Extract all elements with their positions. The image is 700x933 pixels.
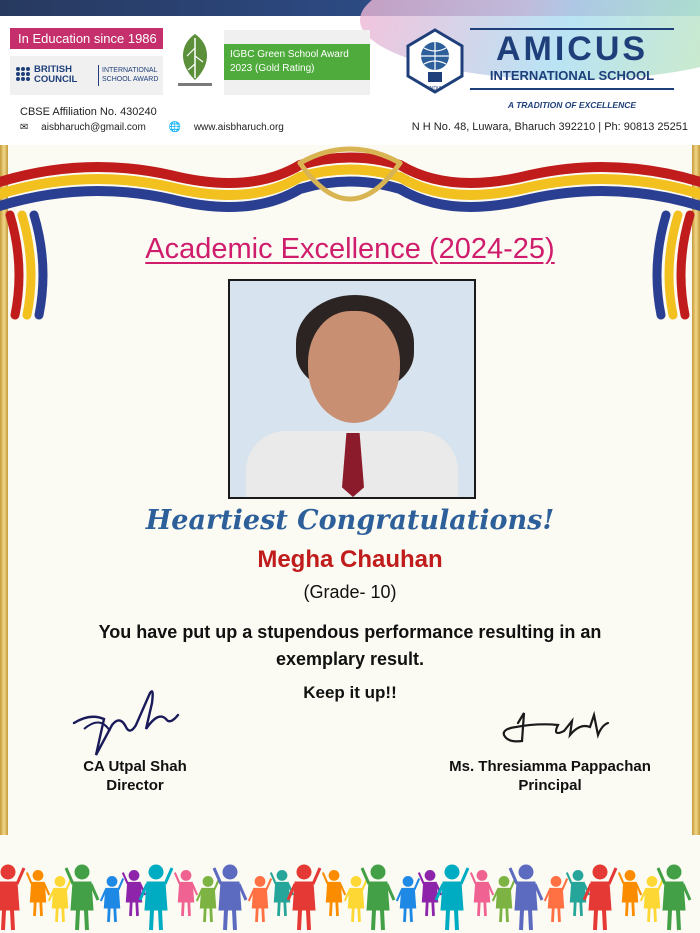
school-subtitle: INTERNATIONAL SCHOOL bbox=[489, 68, 655, 83]
bc-divider bbox=[98, 65, 99, 86]
principal-block bbox=[420, 757, 680, 795]
child-figure bbox=[493, 877, 515, 923]
child-figure bbox=[249, 877, 271, 923]
child-figure bbox=[49, 877, 71, 923]
principal-name: Ms. Thresiamma Pappachan bbox=[449, 758, 651, 775]
child-figure bbox=[288, 865, 320, 930]
child-figure bbox=[641, 877, 663, 923]
school-address: N H No. 48, Luwara, Bharuch 392210 | Ph: 90813 25251 bbox=[411, 121, 688, 133]
child-figure bbox=[619, 871, 641, 917]
student-photo bbox=[228, 279, 476, 499]
director-block bbox=[60, 757, 210, 795]
website-text: www.aisbharuch.org bbox=[193, 122, 284, 133]
british-council-dots-icon bbox=[16, 67, 30, 81]
letterhead bbox=[0, 0, 700, 145]
school-name-block bbox=[470, 28, 674, 90]
student-name: Megha Chauhan bbox=[257, 546, 443, 573]
child-figure bbox=[510, 865, 542, 930]
bc-name-line2: COUNCIL bbox=[34, 74, 78, 85]
child-figure bbox=[584, 865, 616, 930]
message-line2: exemplary result. bbox=[275, 649, 425, 669]
child-figure bbox=[345, 877, 367, 923]
child-figure bbox=[0, 865, 24, 930]
certificate-body bbox=[0, 145, 700, 933]
message-line1: You have put up a stupendous performance resulting in an bbox=[98, 622, 602, 642]
principal-signature bbox=[498, 705, 610, 749]
child-figure bbox=[436, 865, 468, 930]
congratulations-heading: Heartiest Congratulations! bbox=[145, 505, 555, 536]
child-figure bbox=[545, 877, 567, 923]
igbc-award-box bbox=[224, 30, 370, 95]
globe-icon: 🌐 bbox=[168, 122, 182, 133]
school-name: AMICUS bbox=[495, 30, 649, 68]
igbc-line1: IGBC Green School Award bbox=[230, 49, 349, 60]
cbse-affiliation: CBSE Affiliation No. 430240 bbox=[20, 106, 157, 118]
child-figure bbox=[101, 877, 123, 923]
website-entry bbox=[169, 122, 294, 133]
email-text: aisbharuch@gmail.com bbox=[41, 122, 146, 133]
certificate-title: Academic Excellence (2024-25) bbox=[145, 233, 555, 265]
photo-face bbox=[308, 311, 400, 423]
since-badge: In Education since 1986 bbox=[10, 28, 163, 49]
bc-name-line1: BRITISH bbox=[34, 64, 72, 75]
child-figure bbox=[397, 877, 419, 923]
child-figure bbox=[214, 865, 246, 930]
child-figure bbox=[66, 865, 98, 930]
child-figure bbox=[27, 871, 49, 917]
school-emblem-icon bbox=[404, 28, 466, 96]
bc-award-text bbox=[102, 66, 158, 84]
child-figure bbox=[175, 871, 197, 917]
child-figure bbox=[658, 865, 690, 930]
child-figure bbox=[323, 871, 345, 917]
bc-award-line2: SCHOOL AWARD bbox=[102, 76, 159, 83]
child-figure bbox=[140, 865, 172, 930]
director-role: Director bbox=[106, 777, 164, 794]
child-figure bbox=[362, 865, 394, 930]
student-grade: (Grade- 10) bbox=[303, 582, 397, 602]
british-council-award bbox=[10, 56, 163, 95]
performance-message bbox=[60, 619, 640, 673]
igbc-leaf-logo-icon bbox=[172, 30, 218, 90]
child-figure bbox=[197, 877, 219, 923]
mail-icon: ✉ bbox=[20, 122, 29, 133]
principal-role: Principal bbox=[518, 777, 582, 794]
igbc-line2: 2023 (Gold Rating) bbox=[230, 63, 315, 74]
director-signature bbox=[70, 685, 180, 757]
bc-award-line1: INTERNATIONAL bbox=[102, 67, 158, 74]
keep-it-up-text: Keep it up!! bbox=[303, 683, 397, 702]
child-figure bbox=[471, 871, 493, 917]
british-council-name bbox=[34, 65, 77, 85]
email-entry bbox=[20, 122, 156, 133]
igbc-award-label bbox=[224, 44, 370, 80]
contact-line bbox=[20, 122, 304, 133]
children-silhouettes-decoration bbox=[0, 830, 700, 933]
emblem-caption: INDIA bbox=[428, 86, 442, 92]
director-name: CA Utpal Shah bbox=[83, 758, 187, 775]
school-tagline: A TRADITION OF EXCELLENCE bbox=[507, 100, 637, 110]
